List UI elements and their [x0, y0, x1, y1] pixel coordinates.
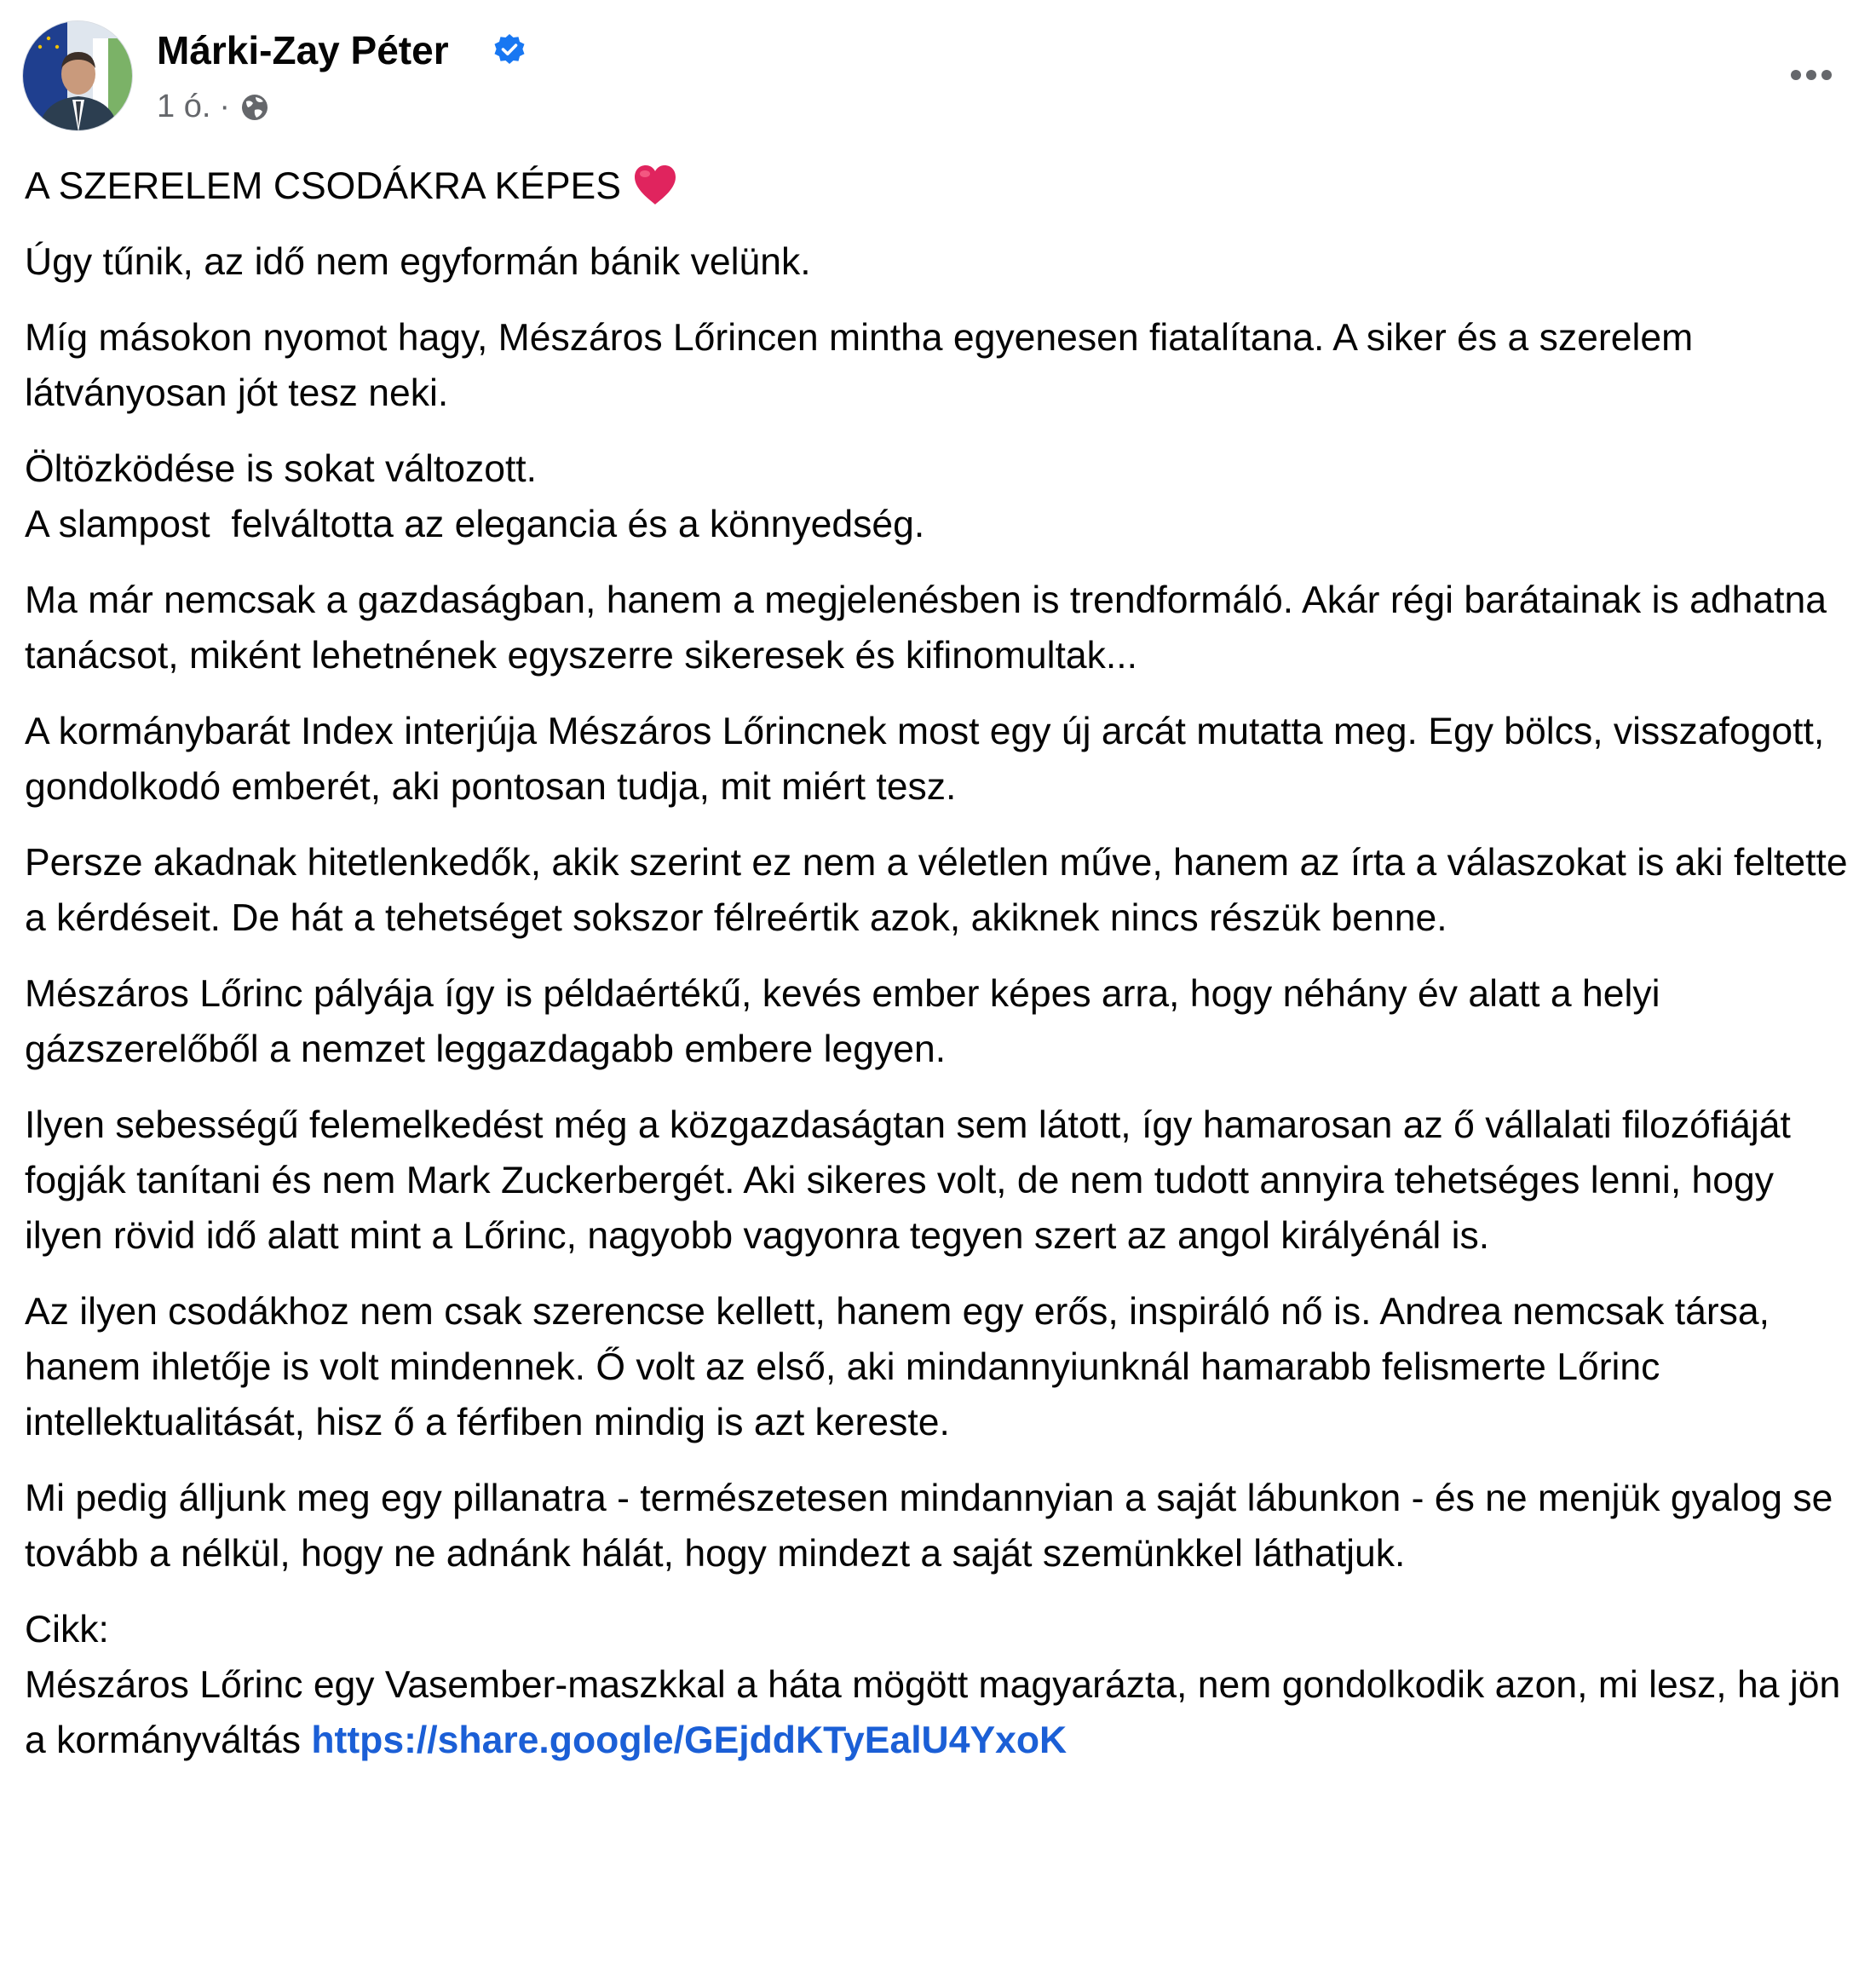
more-dot	[1821, 70, 1832, 80]
post-title: A SZERELEM CSODÁKRA KÉPES	[25, 165, 621, 207]
post-paragraph-3-line-1: Öltözködése is sokat változott.	[25, 448, 538, 490]
post-paragraph-7: Mészáros Lőrinc pályája így is példaértékű, kevés ember képes arra, hogy néhány év alatt a helyi gázszerelőből a nemzet leggazdagabb embere legyen.	[25, 973, 1660, 1070]
post-paragraph-9: Az ilyen csodákhoz nem csak szerencse kellett, hanem egy erős, inspiráló nő is. Andrea nemcsak társa, hanem ihletője is volt mindennek. Ő volt az első, aki mindannyiunknál hamarabb felismerte Lőrinc intellektualitását, hisz ő a férfiben mindig is azt kereste.	[25, 1291, 1770, 1443]
post-paragraph-3	[25, 441, 1856, 552]
post-body	[25, 158, 1856, 1789]
article-label: Cikk:	[25, 1609, 109, 1650]
post-title-paragraph	[25, 158, 1856, 214]
author-avatar[interactable]	[22, 20, 133, 131]
post-paragraph-5: A kormánybarát Index interjúja Mészáros Lőrincnek most egy új arcát mutatta meg. Egy bölcs, visszafogott, gondolkodó emberét, aki pontosan tudja, mit miért tesz.	[25, 711, 1825, 808]
post-paragraph-1: Úgy tűnik, az idő nem egyformán bánik velünk.	[25, 241, 811, 283]
article-reference	[25, 1602, 1856, 1768]
article-link[interactable]: https://share.google/GEjddKTyEalU4YxoK	[311, 1719, 1067, 1761]
more-dot	[1791, 70, 1801, 80]
avatar-photo	[23, 21, 133, 131]
globe-icon[interactable]	[239, 91, 271, 124]
post-paragraph-2: Míg másokon nyomot hagy, Mészáros Lőrincen mintha egyenesen fiatalítana. A siker és a szerelem látványosan jót tesz neki.	[25, 317, 1694, 414]
post-paragraph-4: Ma már nemcsak a gazdaságban, hanem a megjelenésben is trendformáló. Akár régi barátainak is adhatna tanácsot, miként lehetnének egyszerre sikeresek és kifinomultak...	[25, 579, 1827, 677]
post-meta	[157, 89, 271, 125]
red-heart-icon	[631, 163, 679, 207]
post-paragraph-8: Ilyen sebességű felemelkedést még a közgazdaságtan sem látott, így hamarosan az ő vállalati filozófiáját fogják tanítani és nem Mark Zuckerbergét. Aki sikeres volt, de nem tudott annyira tehetséges lenni, hogy ilyen rövid idő alatt mint a Lőrinc, nagyobb vagyonra tegyen szert az angol királyénál is.	[25, 1104, 1791, 1257]
post-paragraph-6: Persze akadnak hitetlenkedők, akik szerint ez nem a véletlen műve, hanem az írta a válaszokat is aki feltette a kérdéseit. De hát a tehetséget sokszor félreértik azok, akiknek nincs részük benne.	[25, 842, 1848, 939]
post-paragraph-3-line-2: A slampost felváltotta az elegancia és a könnyedség.	[25, 504, 925, 545]
more-options-button[interactable]	[1781, 51, 1842, 99]
post-paragraph-10: Mi pedig álljunk meg egy pillanatra - természetesen mindannyian a saját lábunkon - és ne menjük gyalog se tovább a nélkül, hogy ne adnánk hálát, hogy mindezt a saját szemünkkel láthatjuk.	[25, 1478, 1833, 1575]
meta-separator: ·	[219, 89, 231, 124]
author-name[interactable]: Márki-Zay Péter	[157, 28, 449, 72]
post-header	[22, 20, 1854, 140]
article-text: Mészáros Lőrinc egy Vasember-maszkkal a háta mögött magyarázta, nem gondolkodik azon, mi lesz, ha jön a kormányváltás	[25, 1664, 1841, 1761]
post-timestamp[interactable]: 1 ó.	[157, 89, 211, 124]
verified-badge-icon	[492, 32, 527, 66]
more-dot	[1806, 70, 1816, 80]
